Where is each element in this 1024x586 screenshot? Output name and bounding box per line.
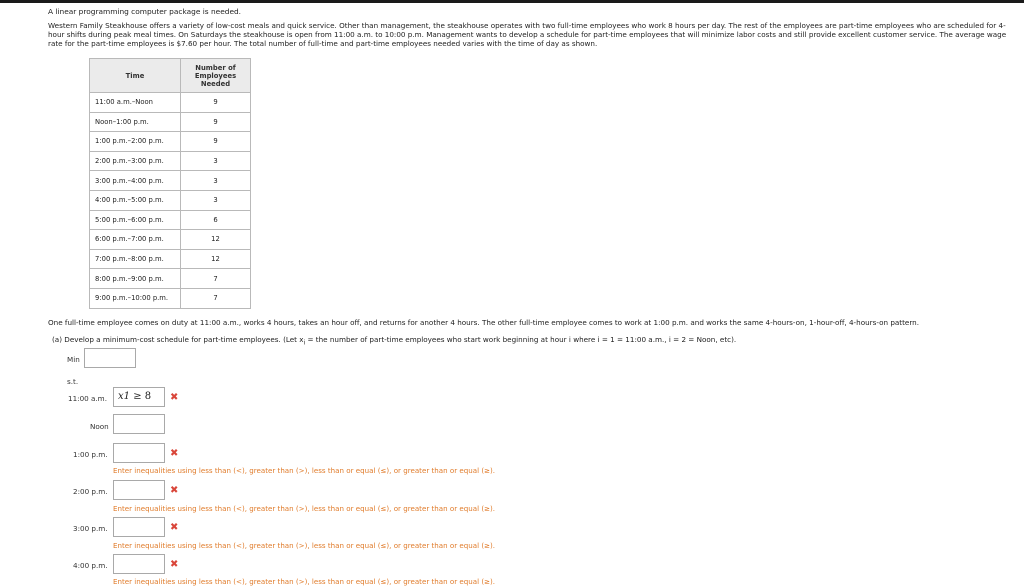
constraint-label-1pm: 1:00 p.m. [73, 450, 108, 459]
time-cell: 7:00 p.m.–8:00 p.m. [90, 249, 181, 269]
time-cell: 11:00 a.m.–Noon [90, 93, 181, 113]
inequality-hint: Enter inequalities using less than (<), greater than (>), less than or equal (≤), or greater than or equal (≥). [113, 504, 496, 513]
st-label: s.t. [67, 377, 79, 386]
needed-cell: 9 [181, 112, 251, 132]
time-cell: 2:00 p.m.–3:00 p.m. [90, 151, 181, 171]
problem-intro: Western Family Steakhouse offers a variety of low-cost meals and quick service. Other than management, the steakhouse operates with two full-time employees who work 8 hours per day. The rest of the employees are part-time employees who are scheduled for 4-hour shifts during peak meal times. On Saturdays the steakhouse is open from 11:00 a.m. to 10:00 p.m. Management wants to develop a schedule for part-time employees that will minimize labor costs and still provide excellent customer service. The average wage rate for the part-time employees is $7.60 per hour. The total number of full-time and part-time employees needed varies with the time of day as shown. [48, 21, 1007, 48]
part-a-subscript: i [303, 339, 306, 347]
needed-cell: 9 [181, 93, 251, 113]
time-cell: 5:00 p.m.–6:00 p.m. [90, 210, 181, 230]
table-row [90, 171, 251, 191]
table-row [90, 210, 251, 230]
time-cell: 6:00 p.m.–7:00 p.m. [90, 230, 181, 250]
time-cell: 4:00 p.m.–5:00 p.m. [90, 190, 181, 210]
objective-input[interactable] [84, 348, 136, 368]
needed-cell: 12 [181, 230, 251, 250]
top-bar [0, 0, 1024, 3]
needed-cell: 7 [181, 288, 251, 308]
staffing-table [89, 58, 251, 309]
table-row [90, 230, 251, 250]
x-mark-icon: ✖ [170, 485, 179, 496]
x-mark-icon: ✖ [170, 559, 179, 570]
inequality-hint: Enter inequalities using less than (<), greater than (>), less than or equal (≤), or greater than or equal (≥). [113, 466, 496, 475]
needed-cell: 12 [181, 249, 251, 269]
constraint-input-3pm[interactable] [113, 517, 165, 537]
needed-cell: 3 [181, 151, 251, 171]
table-row [90, 132, 251, 152]
table-row [90, 112, 251, 132]
table-row [90, 249, 251, 269]
time-cell: Noon–1:00 p.m. [90, 112, 181, 132]
min-label: Min [67, 355, 80, 364]
time-cell: 1:00 p.m.–2:00 p.m. [90, 132, 181, 152]
constraint-label-11am: 11:00 a.m. [68, 394, 107, 403]
needed-cell: 3 [181, 171, 251, 191]
constraint-input-2pm[interactable] [113, 480, 165, 500]
constraint-input-noon[interactable] [113, 414, 165, 434]
needed-cell: 3 [181, 190, 251, 210]
table-row [90, 93, 251, 113]
constraint-var-11am: x1 [118, 391, 131, 402]
question-heading: A linear programming computer package is needed. [48, 7, 242, 16]
x-mark-icon: ✖ [170, 392, 179, 403]
needed-cell: 7 [181, 269, 251, 289]
inequality-hint: Enter inequalities using less than (<), greater than (>), less than or equal (≤), or greater than or equal (≥). [113, 577, 496, 586]
time-cell: 8:00 p.m.–9:00 p.m. [90, 269, 181, 289]
x-mark-icon: ✖ [170, 448, 179, 459]
constraint-rel-11am: ≥ 8 [130, 391, 152, 402]
col-header-needed: Number of Employees Needed [181, 59, 251, 93]
needed-cell: 9 [181, 132, 251, 152]
constraint-label-2pm: 2:00 p.m. [73, 487, 108, 496]
table-row [90, 288, 251, 308]
constraint-label-4pm: 4:00 p.m. [73, 561, 108, 570]
constraint-label-noon: Noon [90, 422, 109, 431]
constraint-input-1pm[interactable] [113, 443, 165, 463]
part-a-text: (a) Develop a minimum-cost schedule for part-time employees. (Let x [52, 335, 304, 344]
x-mark-icon: ✖ [170, 522, 179, 533]
time-cell: 3:00 p.m.–4:00 p.m. [90, 171, 181, 191]
part-a-text-rest: = the number of part-time employees who start work beginning at hour i where i = 1 = 11:00 a.m., i = 2 = Noon, etc). [305, 335, 737, 344]
constraint-input-4pm[interactable] [113, 554, 165, 574]
time-cell: 9:00 p.m.–10:00 p.m. [90, 288, 181, 308]
constraint-label-3pm: 3:00 p.m. [73, 524, 108, 533]
inequality-hint: Enter inequalities using less than (<), greater than (>), less than or equal (≤), or greater than or equal (≥). [113, 541, 496, 550]
table-row [90, 151, 251, 171]
col-header-time: Time [90, 59, 181, 93]
constraint-input-11am[interactable] [113, 387, 165, 407]
table-row [90, 269, 251, 289]
part-a-prompt [52, 335, 736, 346]
needed-cell: 6 [181, 210, 251, 230]
table-row [90, 190, 251, 210]
full-time-description: One full-time employee comes on duty at 11:00 a.m., works 4 hours, takes an hour off, and returns for another 4 hours. The other full-time employee comes to work at 1:00 p.m. and works the same 4-hours-on, 1-hour-off, 4-hours-on pattern. [48, 318, 920, 327]
